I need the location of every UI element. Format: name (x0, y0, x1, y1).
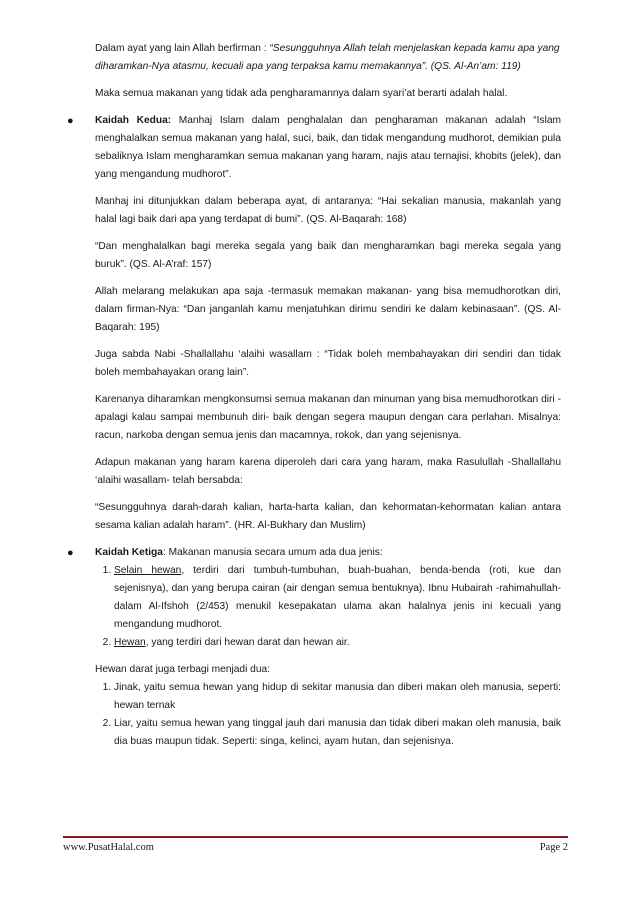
paragraph-karenanya: Karenanya diharamkan mengkonsumsi semua makanan dan minuman yang bisa memudhorotkan diri -apalagi kalau sampai membunuh diri- baik dengan segera maupun dengan cara perlahan. Misalnya: racun, narkoba dengan semua jenis dan macamnya, rokok, dan yang sejenisnya. (95, 394, 561, 441)
kaidah-ketiga-label: Kaidah Ketiga (95, 547, 163, 558)
list-item-text: , terdiri dari tumbuh-tumbuhan, buah-buahan, benda-benda (roti, kue dan sejenisnya), dan yang berupa cairan (air dengan semua bentuknya). Ibnu Hubairah -rahimahullah- dalam Al-Ifshoh (2/453) menukil kesepakatan ulama akan halalnya jenis ini kecuali yang mengandung mudhorot. (114, 565, 561, 630)
paragraph-sabda-nabi: Juga sabda Nabi -Shallallahu ‘alaihi wasallam : “Tidak boleh membahayakan diri sendiri dan tidak boleh membahayakan orang lain”. (95, 349, 561, 378)
paragraph-halal-default: Maka semua makanan yang tidak ada pengharamannya dalam syari’at berarti adalah halal. (95, 88, 508, 99)
footer-site: www.PusatHalal.com (63, 842, 154, 853)
list-item: 1. Jinak, yaitu semua hewan yang hidup di sekitar manusia dan diberi makan oleh manusia, seperti: hewan ternak (114, 679, 561, 715)
bullet-dot-icon: ● (67, 547, 74, 559)
page-body (67, 40, 561, 760)
paragraph-hadith: “Sesungguhnya darah-darah kalian, harta-harta kalian, dan kehormatan-kehormatan kalian antara sesama kalian adalah haram”. (HR. Al-Bukhary dan Muslim) (95, 502, 561, 531)
ayat-quote: “Sesungguhnya Allah telah menjelaskan kepada kamu apa yang diharamkan-Nya atasmu, kecuali apa yang terpaksa kamu memakannya”. (QS. Al-An’am: 119) (95, 43, 560, 72)
list-item-term: Selain hewan (114, 565, 182, 576)
ayat-intro: Dalam ayat yang lain Allah berfirman : (95, 43, 270, 54)
list-item-term: Hewan (114, 637, 146, 648)
paragraph-al-araf: “Dan menghalalkan bagi mereka segala yang baik dan mengharamkan bagi mereka segala yang buruk”. (QS. Al-A’raf: 157) (95, 241, 561, 270)
list-item (114, 634, 561, 652)
list-item (114, 562, 561, 634)
kaidah-ketiga-text: : Makanan manusia secara umum ada dua jenis: (162, 547, 383, 558)
paragraph-manhaj: Manhaj ini ditunjukkan dalam beberapa ayat, di antaranya: “Hai sekalian manusia, makanlah yang halal lagi baik dari apa yang terdapat di bumi”. (QS. Al-Baqarah: 168) (95, 196, 561, 225)
bullet-kaidah-ketiga (67, 544, 561, 562)
footer-rule (63, 836, 568, 838)
list-item: 2. Liar, yaitu semua hewan yang tinggal jauh dari manusia dan tidak diberi makan oleh manusia, baik dia buas maupun tidak. Seperti: singa, kelinci, ayam hutan, dan sejenisnya. (114, 715, 561, 751)
paragraph-adapun: Adapun makanan yang haram karena diperoleh dari cara yang haram, maka Rasulullah -Shallallahu ‘alaihi wasallam- telah bersabda: (95, 457, 561, 486)
makanan-jenis-list (95, 562, 561, 652)
kaidah-kedua-text: Manhaj Islam dalam penghalalan dan pengharaman makanan adalah “Islam menghalalkan semua makanan yang halal, suci, baik, dan tidak mengandung mudhorot, demikian pula sebaliknya Islam mengharamkan semua makanan yang haram, najis atau ternajisi, khobits (jelek), dan yang mengandung mudhorot”. (95, 115, 561, 180)
bullet-kaidah-kedua (67, 112, 561, 184)
hewan-darat-list (95, 679, 561, 751)
paragraph-larangan: Allah melarang melakukan apa saja -termasuk memakan makanan- yang bisa memudhorotkan diri, dalam firman-Nya: “Dan janganlah kamu menjatuhkan dirimu sendiri ke dalam kebinasaan”. (QS. Al-Baqarah: 195) (95, 286, 561, 333)
bullet-dot-icon: ● (67, 115, 74, 127)
paragraph-ayat (95, 40, 561, 76)
kaidah-kedua-label: Kaidah Kedua: (95, 115, 172, 126)
footer-page-number: Page 2 (539, 842, 568, 853)
paragraph-hewan-darat: Hewan darat juga terbagi menjadi dua: (95, 664, 270, 675)
list-item-text: , yang terdiri dari hewan darat dan hewan air. (145, 637, 350, 648)
